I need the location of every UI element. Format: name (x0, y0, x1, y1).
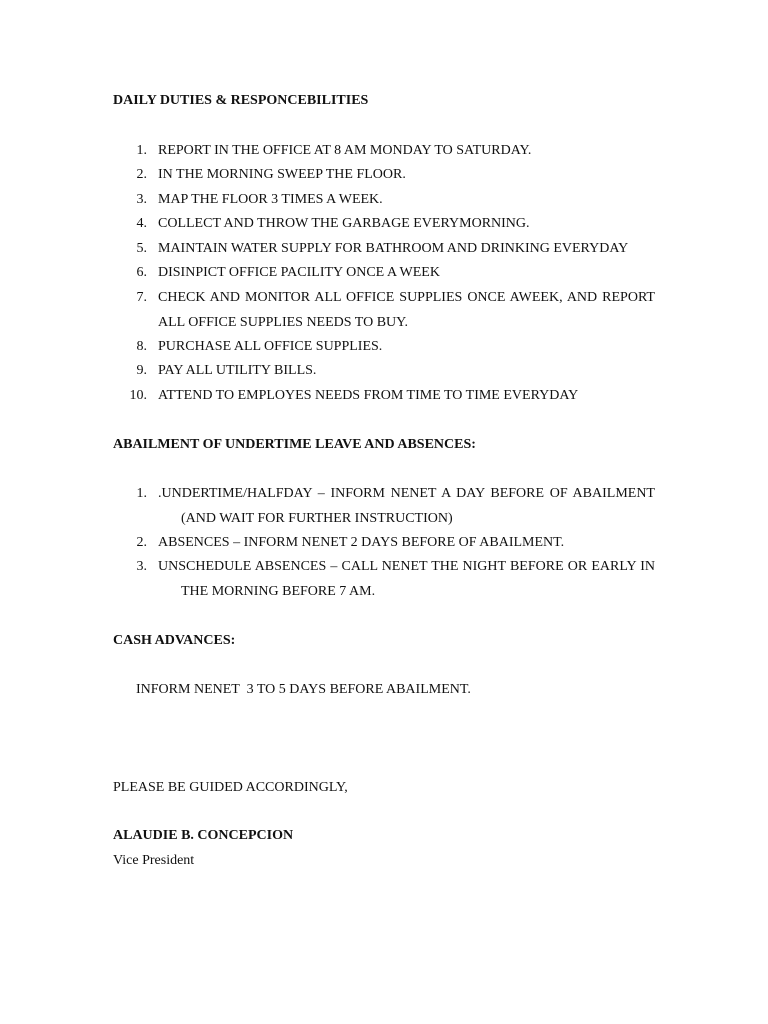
list-item-text: .UNDERTIME/HALFDAY – INFORM NENET A DAY BEFORE OF ABAILMENT (158, 486, 655, 501)
list-item-text: MAINTAIN WATER SUPPLY FOR BATHROOM AND DRINKING EVERYDAY (158, 241, 629, 256)
list-item-text: DISINPICT OFFICE PACILITY ONCE A WEEK (158, 265, 440, 280)
list-item-text: PAY ALL UTILITY BILLS. (158, 363, 317, 378)
list-item-number: 6. (136, 265, 147, 280)
list-item-number: 8. (136, 339, 147, 354)
list-item-text: ATTEND TO EMPLOYES NEEDS FROM TIME TO TIME EVERYDAY (158, 388, 579, 403)
list-item-number: 1. (136, 143, 147, 158)
list-item-continuation: (AND WAIT FOR FURTHER INSTRUCTION) (181, 511, 453, 526)
list-item-number: 3. (136, 192, 147, 207)
list-item-number: 1. (136, 486, 147, 501)
cash-advance-text: INFORM NENET 3 TO 5 DAYS BEFORE ABAILMENT. (136, 682, 471, 697)
section-heading-cash-advances: CASH ADVANCES: (113, 633, 236, 648)
closing-line: PLEASE BE GUIDED ACCORDINGLY, (113, 780, 348, 795)
list-item-number: 7. (136, 290, 147, 305)
list-item-text: ABSENCES – INFORM NENET 2 DAYS BEFORE OF ABAILMENT. (158, 535, 565, 550)
list-item-text: CHECK AND MONITOR ALL OFFICE SUPPLIES ONCE AWEEK, AND REPORT (158, 290, 655, 305)
list-item-text: COLLECT AND THROW THE GARBAGE EVERYMORNING. (158, 216, 530, 231)
list-item-number: 9. (136, 363, 147, 378)
section-heading-abailment: ABAILMENT OF UNDERTIME LEAVE AND ABSENCES: (113, 437, 476, 452)
list-item-continuation: ALL OFFICE SUPPLIES NEEDS TO BUY. (158, 315, 408, 330)
signatory-title: Vice President (113, 853, 195, 868)
list-item-text: MAP THE FLOOR 3 TIMES A WEEK. (158, 192, 383, 207)
list-item-text: UNSCHEDULE ABSENCES – CALL NENET THE NIGHT BEFORE OR EARLY IN (158, 559, 655, 574)
list-item-number: 10. (129, 388, 147, 403)
list-item-text: REPORT IN THE OFFICE AT 8 AM MONDAY TO SATURDAY. (158, 143, 532, 158)
list-item-number: 2. (136, 167, 147, 182)
list-item-number: 3. (136, 559, 147, 574)
signatory-name: ALAUDIE B. CONCEPCION (113, 828, 294, 843)
list-item-text: PURCHASE ALL OFFICE SUPPLIES. (158, 339, 383, 354)
section-heading-daily-duties: DAILY DUTIES & RESPONCEBILITIES (113, 93, 369, 108)
list-item-continuation: THE MORNING BEFORE 7 AM. (181, 584, 376, 599)
list-item-number: 4. (136, 216, 147, 231)
list-item-text: IN THE MORNING SWEEP THE FLOOR. (158, 167, 406, 182)
list-item-number: 5. (136, 241, 147, 256)
list-item-number: 2. (136, 535, 147, 550)
